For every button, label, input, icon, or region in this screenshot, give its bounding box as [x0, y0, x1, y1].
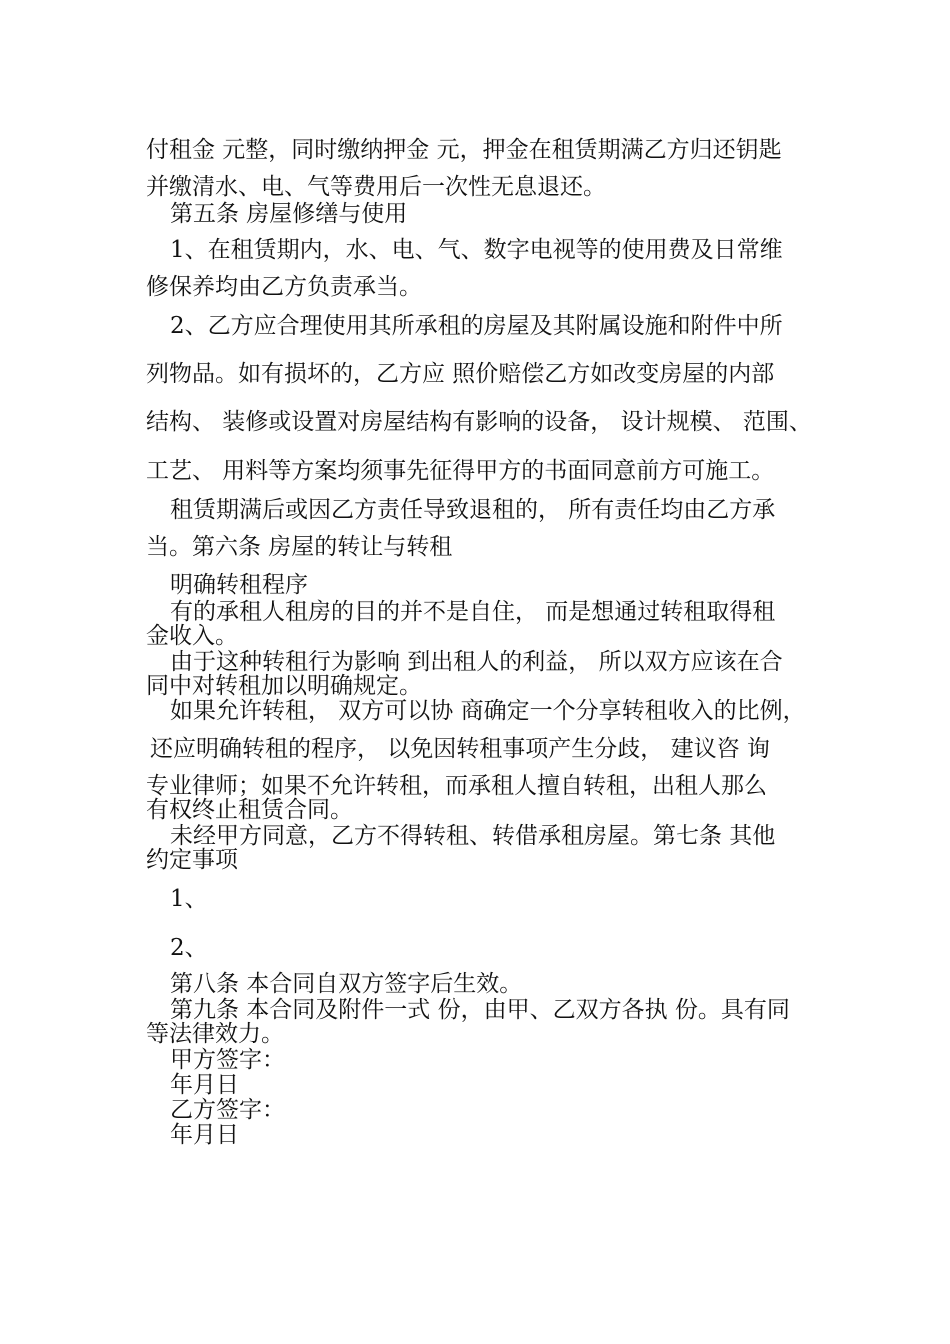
text-line-2: 并缴清水、电、气等费用后一次性无息退还。 — [146, 174, 606, 200]
item-2: 2、 — [170, 935, 208, 961]
text-line-17: 如果允许转租， 双方可以协 商确定一个分享转租收入的比例， — [170, 698, 806, 724]
text-line-14: 金收入。 — [146, 623, 238, 649]
party-b-signature-label: 乙方签字： — [170, 1097, 285, 1123]
text-line-1: 付租金 元整，同时缴纳押金 元，押金在租赁期满乙方归还钥匙 — [146, 137, 782, 163]
text-line-7: 列物品。如有损坏的，乙方应 照价赔偿乙方如改变房屋的内部 — [146, 361, 775, 387]
item-1: 1、 — [170, 886, 208, 912]
text-line-16: 同中对转租加以明确规定。 — [146, 673, 422, 699]
party-a-date-label: 年月日 — [170, 1072, 239, 1098]
article-7-heading: 约定事项 — [146, 847, 238, 873]
text-line-19: 专业律师；如果不允许转租，而承租人擅自转租，出租人那么 — [146, 773, 767, 799]
text-line-20: 有权终止租赁合同。 — [146, 797, 353, 823]
article-8: 第八条 本合同自双方签字后生效。 — [170, 971, 523, 997]
text-line-12: 明确转租程序 — [170, 572, 308, 598]
party-a-signature-label: 甲方签字： — [170, 1047, 285, 1073]
text-line-9: 工艺、 用料等方案均须事先征得甲方的书面同意前方可施工。 — [146, 458, 775, 484]
text-line-5: 修保养均由乙方负责承当。 — [146, 274, 422, 300]
text-line-21: 未经甲方同意，乙方不得转租、转借承租房屋。第七条 其他 — [170, 823, 776, 849]
text-line-6: 2、乙方应合理使用其所承租的房屋及其附属设施和附件中所 — [170, 313, 783, 339]
text-line-15: 由于这种转租行为影响 到出租人的利益， 所以双方应该在合 — [170, 649, 783, 675]
article-5-heading: 第五条 房屋修缮与使用 — [170, 201, 408, 227]
text-line-18: 还应明确转租的程序， 以免因转租事项产生分歧， 建议咨 询 — [150, 736, 770, 762]
text-line-8: 结构、 装修或设置对房屋结构有影响的设备， 设计规模、 范围、 — [146, 409, 812, 435]
text-line-10: 租赁期满后或因乙方责任导致退租的， 所有责任均由乙方承 — [170, 497, 776, 523]
text-line-4: 1、在租赁期内，水、电、气、数字电视等的使用费及日常维 — [170, 237, 783, 263]
text-line-27: 等法律效力。 — [146, 1021, 284, 1047]
party-b-date-label: 年月日 — [170, 1122, 239, 1148]
article-6-heading: 当。第六条 房屋的转让与转租 — [146, 534, 453, 560]
article-9: 第九条 本合同及附件一式 份，由甲、乙双方各执 份。具有同 — [170, 997, 790, 1023]
text-line-13: 有的承租人租房的目的并不是自住， 而是想通过转租取得租 — [170, 599, 776, 625]
